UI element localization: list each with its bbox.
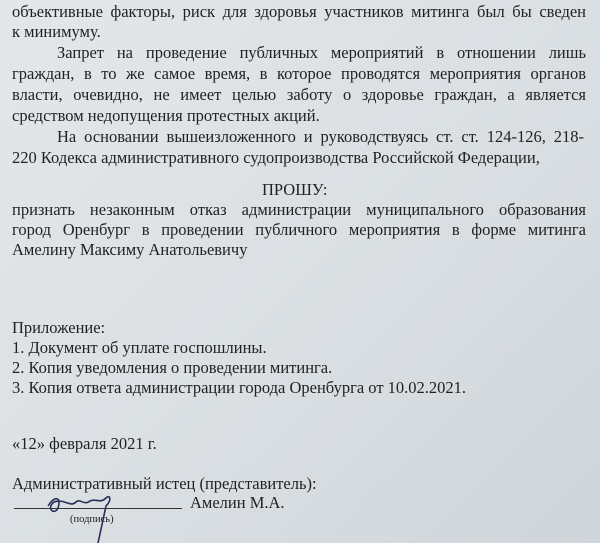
text-line: средством недопущения протестных акций.: [12, 106, 320, 125]
text-line: граждан, в то же самое время, в которое проводятся мероприятия органов: [12, 64, 586, 83]
text-line: к минимуму.: [12, 22, 101, 41]
text-line: объективные факторы, риск для здоровья участников митинга был бы сведен: [12, 2, 586, 21]
document-date: «12» февраля 2021 г.: [12, 434, 157, 453]
attachments-heading: Приложение:: [12, 318, 106, 337]
attachment-item: 3. Копия ответа администрации города Оренбурга от 10.02.2021.: [12, 378, 467, 397]
signatory-role: Административный истец (представитель):: [12, 474, 317, 493]
signature-caption: (подпись): [70, 514, 114, 525]
text-line: власти, очевидно, не имеет целью заботу о здоровье граждан, а является: [12, 85, 586, 104]
text-line: 220 Кодекса административного судопроизводства Российской Федерации,: [12, 148, 540, 167]
text-line: На основании вышеизложенного и руководствуясь ст. ст. 124-126, 218-: [57, 127, 584, 146]
text-line: Запрет на проведение публичных мероприятий в отношении лишь: [57, 43, 586, 62]
text-line: признать незаконным отказ администрации муниципального образования: [12, 200, 586, 219]
attachment-item: 2. Копия уведомления о проведении митинга.: [12, 358, 333, 377]
request-heading: ПРОШУ:: [262, 180, 328, 199]
signatory-name: Амелин М.А.: [190, 493, 285, 512]
attachment-item: 1. Документ об уплате госпошлины.: [12, 338, 267, 357]
text-line: город Оренбург в проведении публичного мероприятия в форме митинга: [12, 220, 586, 239]
signature-line: [14, 508, 182, 509]
text-line: Амелину Максиму Анатольевичу: [12, 240, 248, 259]
